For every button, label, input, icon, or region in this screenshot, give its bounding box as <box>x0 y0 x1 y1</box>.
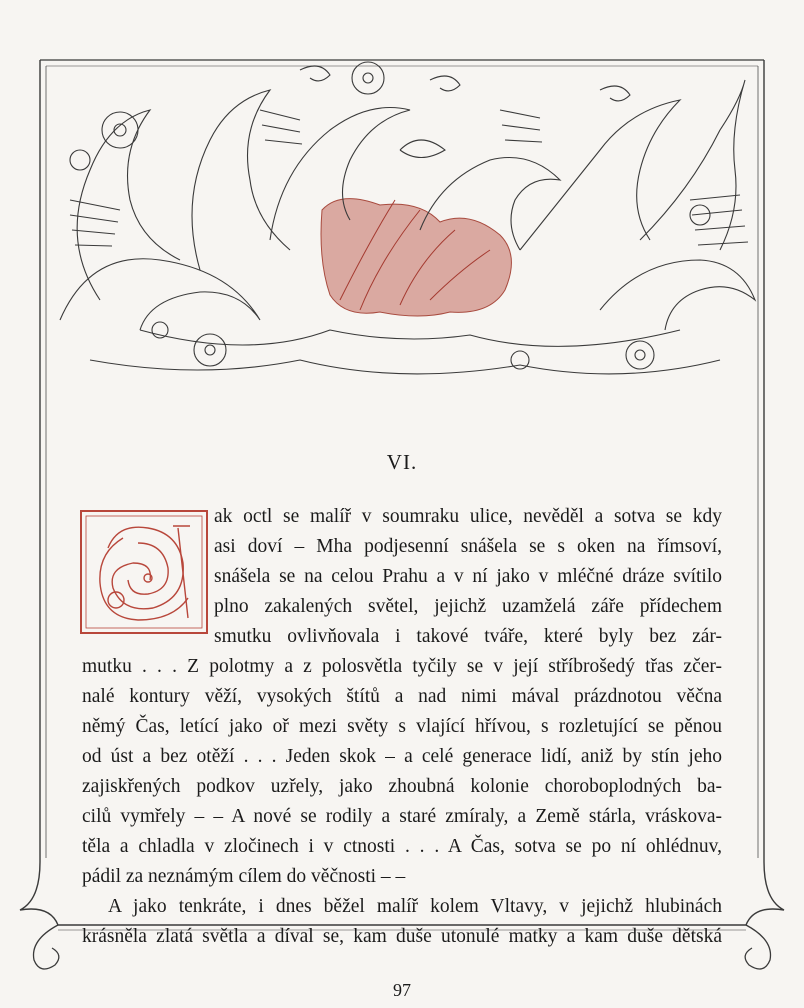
text-line: krásněla zlatá světla a díval se, kam duše utonulé matky a kam duše dětská <box>82 926 722 947</box>
text-line: od úst a bez otěží . . . Jeden skok – a celé generace lidí, aniž by stín jeho <box>82 746 722 767</box>
text-line: ak octl se malíř v soumraku ulice, nevěděl a sotva se kdy <box>214 506 722 527</box>
text-line: nalé kontury věží, vysokých štítů a nad nimi mával prázdnotou věčna <box>82 686 722 707</box>
text-line: snášela se na celou Prahu a v ní jako v mléčné dráze svítilo <box>214 566 722 587</box>
text-line: němý Čas, letící jako oř mezi světy s vlající hřívou, s rozletující se pěnou <box>82 716 722 737</box>
text-line: těla a chladla v zločinech i v ctnosti . . . A Čas, sotva se po ní ohlédnuv, <box>82 836 722 857</box>
chapter-number: VI. <box>386 450 418 474</box>
page-number: 97 <box>393 980 411 1000</box>
baroque-ornament-header <box>60 62 755 374</box>
body-text <box>82 502 722 952</box>
text-line: mutku . . . Z polotmy a z polosvětla tyčily se v její stříbrošedý třas zčer- <box>82 656 722 677</box>
text-line: asi doví – Mha podjesenní snášela se s oken na římsoví, <box>214 536 722 557</box>
text-line: A jako tenkráte, i dnes běžel malíř kolem Vltavy, v jejichž hlubinách <box>108 896 722 917</box>
text-line: pádil za neznámým cílem do věčnosti – – <box>82 866 406 887</box>
text-line: cilů vymřely – – A nové se rodily a staré zmíraly, a Země stárla, vráskova- <box>82 806 722 827</box>
text-line: plno zakalených světel, jejichž uzamželá záře přídechem <box>214 596 722 617</box>
text-line: zajiskřených podkov uzřely, jako zhoubná kolonie choroboplodných ba- <box>82 776 722 797</box>
text-line: smutku ovlivňovala i takové tváře, které byly bez zár- <box>214 626 722 647</box>
